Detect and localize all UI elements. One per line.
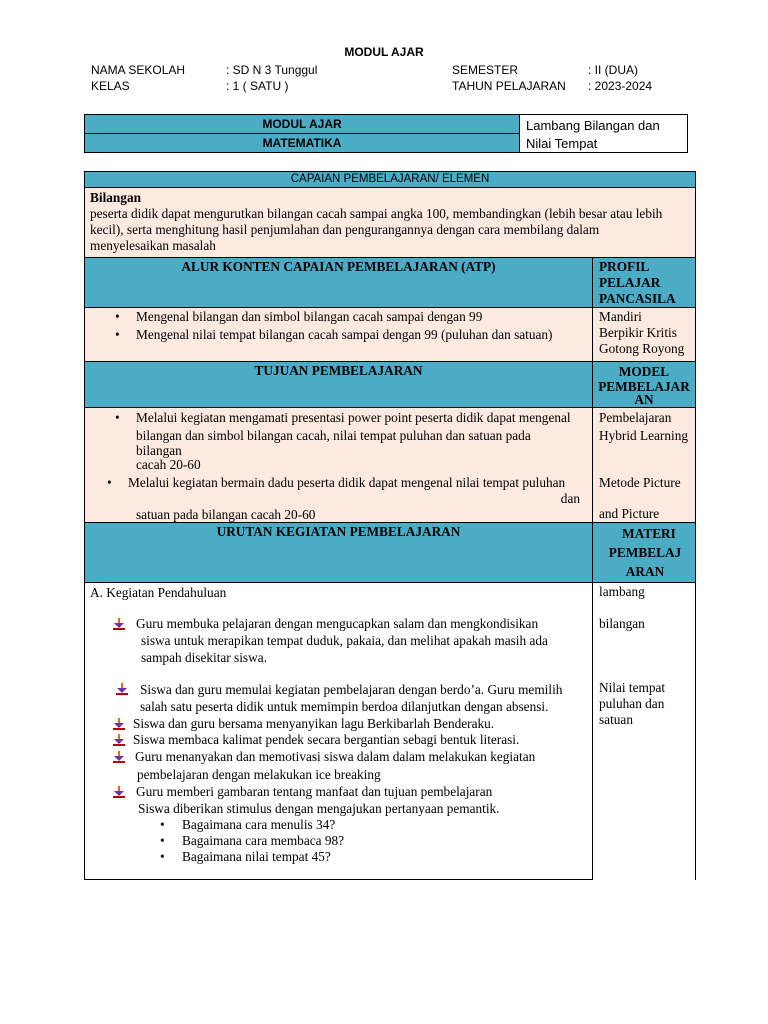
atp-item-1: Mengenal bilangan dan simbol bilangan cacah sampai dengan 99 <box>136 309 483 324</box>
model-item-3: Metode Picture <box>599 475 681 490</box>
box-row-subject <box>84 133 520 153</box>
model-item-4: and Picture <box>599 506 660 521</box>
semester-label: SEMESTER <box>452 63 519 77</box>
tp-item-2-line-3: satuan pada bilangan cacah 20-60 <box>136 507 316 522</box>
profil-heading-3: PANCASILA <box>599 291 676 306</box>
question-3: Bagaimana nilai tempat 45? <box>182 849 331 864</box>
tp-item-1-line-4: cacah 20-60 <box>136 457 201 472</box>
atp-bullet-1: • <box>115 309 120 324</box>
tp-item-1-line-1: Melalui kegiatan mengamati presentasi power point peserta didik dapat mengenal <box>136 410 571 425</box>
materi-heading-2: PEMBELAJ <box>608 545 682 560</box>
uk-step-1-line-2: siswa untuk merapikan tempat duduk, pakaia, dan melihat apakah masih ada <box>141 633 548 648</box>
box-topic-line-2: Nilai Tempat <box>526 136 598 151</box>
profil-heading-cell <box>592 257 696 308</box>
question-1: Bagaimana cara menulis 34? <box>182 817 336 832</box>
tp-heading-cell <box>84 361 593 408</box>
profil-item-3: Gotong Royong <box>599 341 685 356</box>
arrow-bullet-icon <box>116 683 128 695</box>
model-heading-1: MODEL <box>618 364 670 379</box>
tp-item-2-line-2: dan <box>560 491 580 506</box>
materi-item-5: satuan <box>599 712 633 727</box>
materi-heading-1: MATERI <box>622 526 676 541</box>
uk-section-title: A. Kegiatan Pendahuluan <box>90 585 227 600</box>
question-bullet: • <box>160 833 165 848</box>
cp-heading: CAPAIAN PEMBELAJARAN/ ELEMEN <box>290 173 490 185</box>
class-value: : 1 ( SATU ) <box>226 79 289 93</box>
atp-heading-cell <box>84 257 593 308</box>
profil-heading-2: PELAJAR <box>599 275 661 290</box>
school-name-value: : SD N 3 Tunggul <box>226 63 318 77</box>
tp-body-cell <box>84 407 593 523</box>
uk-step-2-line-2: salah satu peserta didik untuk memimpin berdoa dilanjutkan dengan absensi. <box>140 699 549 714</box>
school-year-value: : 2023-2024 <box>588 79 653 93</box>
tp-bullet-1: • <box>115 410 120 425</box>
tp-item-2-line-1: Melalui kegiatan bermain dadu peserta didik dapat mengenal nilai tempat puluhan <box>128 475 566 490</box>
semester-value: : II (DUA) <box>588 63 638 77</box>
box-subject-text: MATEMATIKA <box>262 136 342 150</box>
materi-item-3: Nilai tempat <box>599 680 666 695</box>
school-name-label: NAMA SEKOLAH <box>91 63 186 77</box>
uk-heading: URUTAN KEGIATAN PEMBELAJARAN <box>216 524 461 539</box>
uk-step-2-line-1: Siswa dan guru memulai kegiatan pembelajaran dengan berdo’a. Guru memilih <box>140 682 563 697</box>
cp-heading-cell <box>84 171 696 188</box>
cp-line-3: menyelesaikan masalah <box>90 238 216 253</box>
arrow-bullet-icon <box>113 751 125 763</box>
materi-item-2: bilangan <box>599 616 645 631</box>
model-heading-2: PEMBELAJAR <box>598 379 690 394</box>
uk-heading-cell <box>84 522 593 583</box>
model-item-2: Hybrid Learning <box>599 428 688 443</box>
materi-heading-3: ARAN <box>625 564 665 579</box>
box-modul-ajar-text: MODUL AJAR <box>262 117 342 131</box>
cp-line-2: kecil), serta menghitung hasil penjumlahan dan pengurangannya dengan cara membilang dalam <box>90 222 600 237</box>
uk-step-5-line-1: Guru menanyakan dan memotivasi siswa dalam dalam melakukan kegiatan <box>135 749 536 764</box>
tp-item-1-line-2: bilangan dan simbol bilangan cacah, nilai tempat puluhan dan satuan pada <box>136 428 531 443</box>
uk-step-1-line-1: Guru membuka pelajaran dengan mengucapkan salam dan mengkondisikan <box>136 616 539 631</box>
tp-bullet-2: • <box>107 475 112 490</box>
cp-element: Bilangan <box>90 190 141 205</box>
school-year-label: TAHUN PELAJARAN <box>452 79 566 93</box>
materi-heading-cell <box>592 522 696 583</box>
uk-step-6-line-2: Siswa diberikan stimulus dengan mengajukan pertanyaan pemantik. <box>138 801 500 816</box>
uk-step-1-line-3: sampah disekitar siswa. <box>141 650 267 665</box>
uk-step-5-line-2: pembelajaran dengan melakukan ice breaking <box>137 767 381 782</box>
atp-item-2: Mengenal nilai tempat bilangan cacah sampai dengan 99 (puluhan dan satuan) <box>136 327 553 342</box>
tp-item-1-line-3: bilangan <box>136 443 182 458</box>
question-bullet: • <box>160 817 165 832</box>
arrow-bullet-icon <box>113 618 125 630</box>
materi-item-4: puluhan dan <box>599 696 665 711</box>
box-row-modul-ajar <box>84 114 520 134</box>
box-topic-line-1: Lambang Bilangan dan <box>526 118 660 133</box>
profil-heading-1: PROFIL <box>599 259 650 274</box>
model-item-1: Pembelajaran <box>599 410 672 425</box>
document-title: MODUL AJAR <box>344 45 424 59</box>
model-body-cell <box>592 407 696 523</box>
question-2: Bagaimana cara membaca 98? <box>182 833 345 848</box>
arrow-bullet-icon <box>113 786 125 798</box>
arrow-bullet-icon <box>113 734 125 746</box>
model-heading-cell <box>592 361 696 408</box>
uk-body-cell <box>84 582 593 880</box>
profil-body-cell <box>592 307 696 362</box>
materi-body-cell <box>592 582 696 880</box>
uk-step-6-line-1: Guru memberi gambaran tentang manfaat dan tujuan pembelajaran <box>136 784 493 799</box>
cp-body-cell <box>84 187 696 258</box>
class-label: KELAS <box>91 79 130 93</box>
materi-item-1: lambang <box>599 584 645 599</box>
box-topic-cell <box>519 114 688 153</box>
arrow-bullet-icon <box>113 718 125 730</box>
profil-item-1: Mandiri <box>599 309 642 324</box>
model-heading-3: AN <box>634 392 654 407</box>
question-bullet: • <box>160 849 165 864</box>
atp-body-cell <box>84 307 593 362</box>
cp-line-1: peserta didik dapat mengurutkan bilangan cacah sampai angka 100, membandingkan (lebih besar atau lebih <box>90 206 663 221</box>
uk-step-4: Siswa membaca kalimat pendek secara bergantian sebagi bentuk literasi. <box>133 732 520 747</box>
atp-heading: ALUR KONTEN CAPAIAN PEMBELAJARAN (ATP) <box>181 259 496 274</box>
profil-item-2: Berpikir Kritis <box>599 325 677 340</box>
uk-step-3: Siswa dan guru bersama menyanyikan lagu Berkibarlah Benderaku. <box>133 716 495 731</box>
tp-heading: TUJUAN PEMBELAJARAN <box>254 363 423 378</box>
atp-bullet-2: • <box>115 327 120 342</box>
